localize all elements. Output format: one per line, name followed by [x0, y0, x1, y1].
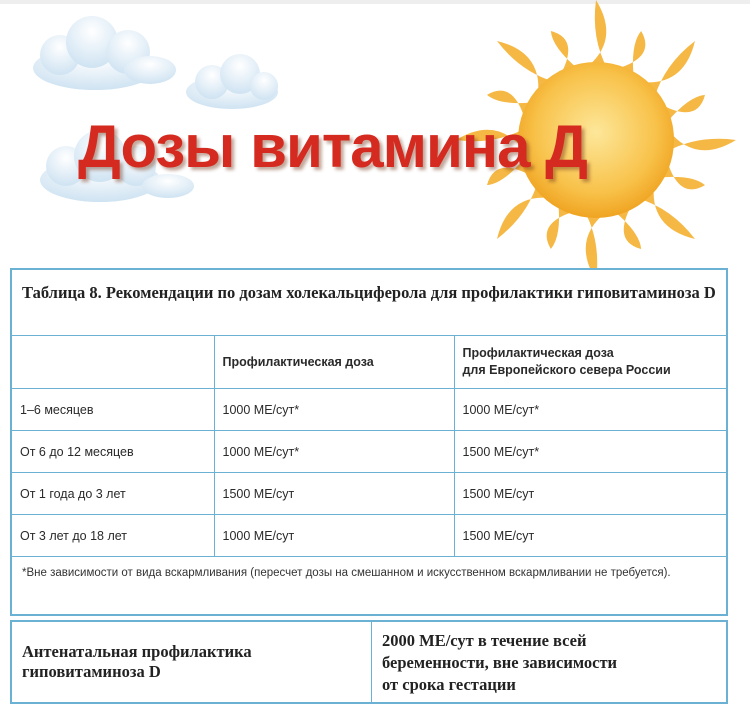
dosage-table — [10, 268, 728, 616]
dose-cell: 1000 МЕ/сут* — [214, 389, 454, 431]
antenatal-box — [10, 620, 728, 704]
sun-ray — [585, 0, 608, 69]
table-row — [12, 431, 726, 473]
column-header-north-dose: Профилактическая доза для Европейского севера России — [454, 336, 726, 389]
table-header-row — [12, 336, 726, 389]
table-footnote: *Вне зависимости от вида вскармливания (пересчет дозы на смешанном и искусственном вскармливании не требуется). — [22, 567, 671, 579]
table-caption: Таблица 8. Рекомендации по дозам холекальциферола для профилактики гиповитаминоза D — [12, 270, 726, 336]
column-header-dose: Профилактическая доза — [214, 336, 454, 389]
table-row — [12, 473, 726, 515]
antenatal-value: 2000 МЕ/сут в течение всей беременности, вне зависимости от срока гестации — [382, 631, 618, 694]
antenatal-label: Антенатальная профилактика гиповитаминоза D — [12, 622, 372, 702]
dose-cell: 1000 МЕ/сут* — [214, 431, 454, 473]
age-cell: 1–6 месяцев — [12, 389, 214, 431]
dose-cell: 1000 МЕ/сут — [214, 515, 454, 557]
column-header-age — [12, 336, 214, 389]
north-dose-cell: 1500 МЕ/сут* — [454, 431, 726, 473]
north-dose-cell: 1500 МЕ/сут — [454, 473, 726, 515]
north-dose-cell: 1500 МЕ/сут — [454, 515, 726, 557]
cloud-icon — [33, 16, 176, 90]
table-row — [12, 515, 726, 557]
age-cell: От 6 до 12 месяцев — [12, 431, 214, 473]
cloud-icon — [186, 54, 278, 109]
age-cell: От 3 лет до 18 лет — [12, 515, 214, 557]
sun-ray — [585, 211, 608, 270]
sun-ray — [667, 129, 736, 152]
dose-cell: 1500 МЕ/сут — [214, 473, 454, 515]
age-cell: От 1 года до 3 лет — [12, 473, 214, 515]
page-title: Дозы витамина Д — [78, 113, 587, 180]
north-dose-cell: 1000 МЕ/сут* — [454, 389, 726, 431]
table-row — [12, 389, 726, 431]
